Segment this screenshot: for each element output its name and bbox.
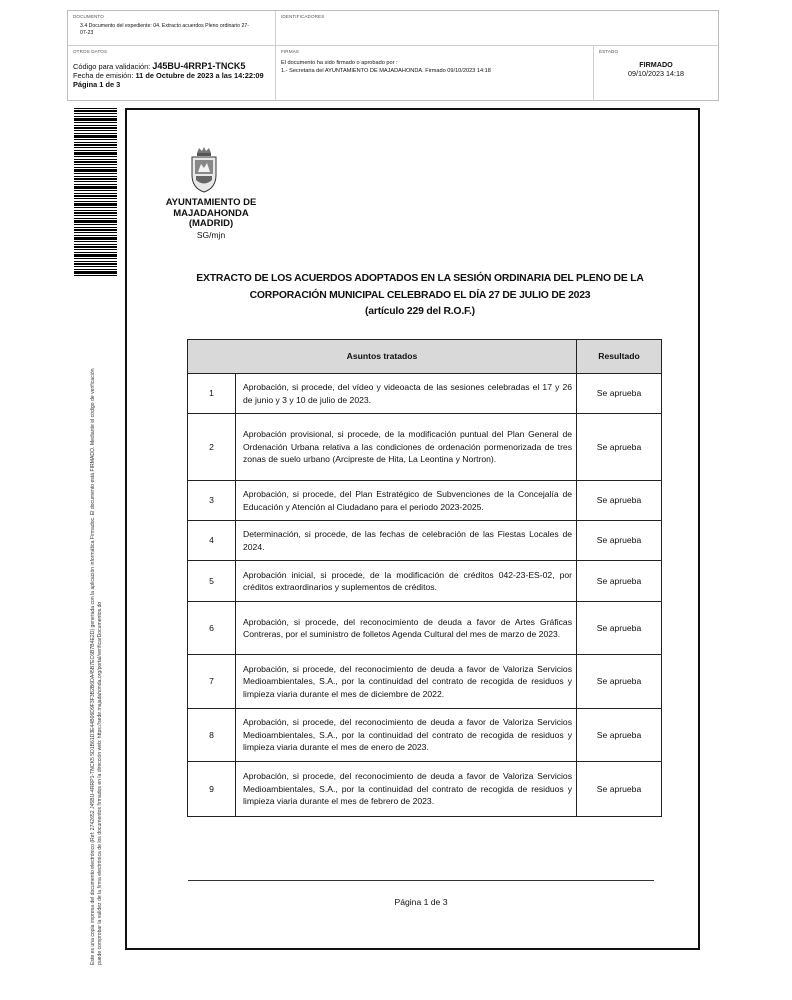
barcode-image (74, 108, 117, 276)
documento-value: 3.4 Documento del expediente: 04. Extracto acuerdos Pleno ordinario 27-07-23 (80, 23, 249, 36)
org-name-line3: (MADRID) (188, 218, 234, 229)
fecha-label: Fecha de emisión: (73, 71, 134, 80)
org-name-line2: MAJADAHONDA (173, 207, 249, 219)
side-note-line1: Este es una copia impresa del documento electrónico (Ref: 2742652 J45BU-4RRP1-TNCK5 5D1B61D3E44B06D9F3F3B2B6DA45B7EC6B7B4E2D) generada con la aplicación informática Firmadoc. El documento está FIRMADO. Mediante el código de verificación (90, 368, 96, 965)
row-result: Se aprueba (577, 709, 662, 762)
pagina-header: Página 1 de 3 (73, 80, 121, 89)
estado-value: FIRMADO (639, 60, 673, 69)
table-row (188, 374, 662, 414)
row-number: 8 (188, 709, 236, 762)
row-result: Se aprueba (577, 602, 662, 655)
otros-datos-cell (68, 46, 276, 101)
firmas-label: FIRMAS (281, 49, 299, 54)
coat-of-arms-icon (189, 145, 219, 193)
table-row (188, 481, 662, 521)
estado-date: 09/10/2023 14:18 (628, 69, 684, 78)
firmas-line1: El documento ha sido firmado o aprobado por : (281, 60, 398, 66)
row-result: Se aprueba (577, 561, 662, 602)
row-subject: Aprobación, si procede, del reconocimiento de deuda a favor de Valoriza Servicios Medioambientales, S.A., por la continuidad del contrato de recogida de residuos y limpieza viaria durante el mes de febrero de 2023. (236, 762, 577, 817)
table-row (188, 561, 662, 602)
row-result: Se aprueba (577, 521, 662, 561)
estado-values (594, 60, 718, 78)
title-line3: (artículo 229 del R.O.F.) (365, 306, 475, 317)
table-row (188, 521, 662, 561)
row-number: 9 (188, 762, 236, 817)
row-subject: Aprobación provisional, si procede, de la modificación puntual del Plan General de Ordenación Urbana relativa a las condiciones de ordenación pormenorizada de tres zonas de suelo urbano (Arcipreste de Hita, La Leontina y Nortron). (236, 414, 577, 481)
row-result: Se aprueba (577, 481, 662, 521)
row-subject: Aprobación, si procede, del reconocimiento de deuda a favor de Valoriza Servicios Medioambientales, S.A., por la continuidad del contrato de recogida de residuos y limpieza viaria durante el mes de enero de 2023. (236, 709, 577, 762)
document-title (175, 271, 665, 321)
firmas-cell (276, 46, 594, 101)
table-row (188, 414, 662, 481)
page-number-footer: Página 1 de 3 (394, 897, 448, 907)
row-number: 1 (188, 374, 236, 414)
document-metadata-header (67, 10, 719, 101)
row-result: Se aprueba (577, 374, 662, 414)
row-subject: Aprobación, si procede, del reconocimiento de deuda a favor de Valoriza Servicios Medioambientales, S.A., por la continuidad del contrato de recogida de residuos y limpieza viaria durante el mes de diciembre de 2022. (236, 655, 577, 709)
row-subject: Aprobación, si procede, del vídeo y videoacta de las sesiones celebradas el 17 y 26 de junio y 3 y 10 de julio de 2023. (236, 374, 577, 414)
codigo-label: Código para validación: (73, 62, 151, 71)
verification-side-note (90, 275, 103, 965)
col-header-asuntos: Asuntos tratados (188, 340, 577, 374)
title-line2: CORPORACIÓN MUNICIPAL CELEBRADO EL DÍA 27 DE JULIO DE 2023 (249, 289, 591, 301)
row-result: Se aprueba (577, 762, 662, 817)
documento-label: DOCUMENTO (73, 14, 104, 19)
identificadores-label: IDENTIFICADORES (281, 14, 325, 19)
row-subject: Aprobación, si procede, del reconocimiento de deuda a favor de Artes Gráficas Contreras, por el suministro de folletos Agenda Cultural del mes de marzo de 2023. (236, 602, 577, 655)
otros-datos-label: OTROS DATOS (73, 49, 108, 54)
row-result: Se aprueba (577, 414, 662, 481)
org-name-line1: AYUNTAMIENTO DE (165, 197, 257, 208)
row-result: Se aprueba (577, 655, 662, 709)
row-number: 2 (188, 414, 236, 481)
organization-block (156, 198, 266, 240)
agenda-table (187, 339, 662, 817)
table-header-row (188, 340, 662, 374)
documento-cell (68, 11, 276, 46)
row-number: 6 (188, 602, 236, 655)
footer-divider (188, 880, 654, 881)
row-subject: Determinación, si procede, de las fechas de celebración de las Fiestas Locales de 2024. (236, 521, 577, 561)
firmas-values (281, 60, 491, 75)
org-reference: SG/mjn (196, 229, 226, 240)
row-subject: Aprobación, si procede, del Plan Estratégico de Subvenciones de la Concejalía de Educación y Atención al Ciudadano para el periodo 2023-2025. (236, 481, 577, 521)
identificadores-cell (276, 11, 718, 46)
codigo-validacion: J45BU-4RRP1-TNCK5 (152, 61, 246, 71)
side-note-line2: puede comprobar la validez de la firma electrónica de los documentos firmados en la dirección web: https://sede.majadahonda.org/portal/verificarDocumentos.do (96, 601, 103, 965)
otros-datos-values (73, 62, 264, 89)
row-subject: Aprobación inicial, si procede, de la modificación de créditos 042-23-ES-02, por créditos extraordinarios y suplementos de créditos. (236, 561, 577, 602)
firmas-line2: 1.- Secretaria del AYUNTAMIENTO DE MAJADAHONDA. Firmado 09/10/2023 14:18 (281, 67, 491, 74)
title-line1: EXTRACTO DE LOS ACUERDOS ADOPTADOS EN LA SESIÓN ORDINARIA DEL PLENO DE LA (196, 273, 644, 284)
estado-label: ESTADO (599, 49, 619, 54)
table-row (188, 602, 662, 655)
row-number: 4 (188, 521, 236, 561)
table-row (188, 762, 662, 817)
fecha-emision: 11 de Octubre de 2023 a las 14:22:09 (135, 71, 264, 80)
row-number: 7 (188, 655, 236, 709)
row-number: 5 (188, 561, 236, 602)
row-number: 3 (188, 481, 236, 521)
table-row (188, 709, 662, 762)
estado-cell (594, 46, 718, 101)
table-row (188, 655, 662, 709)
col-header-resultado: Resultado (577, 340, 662, 374)
